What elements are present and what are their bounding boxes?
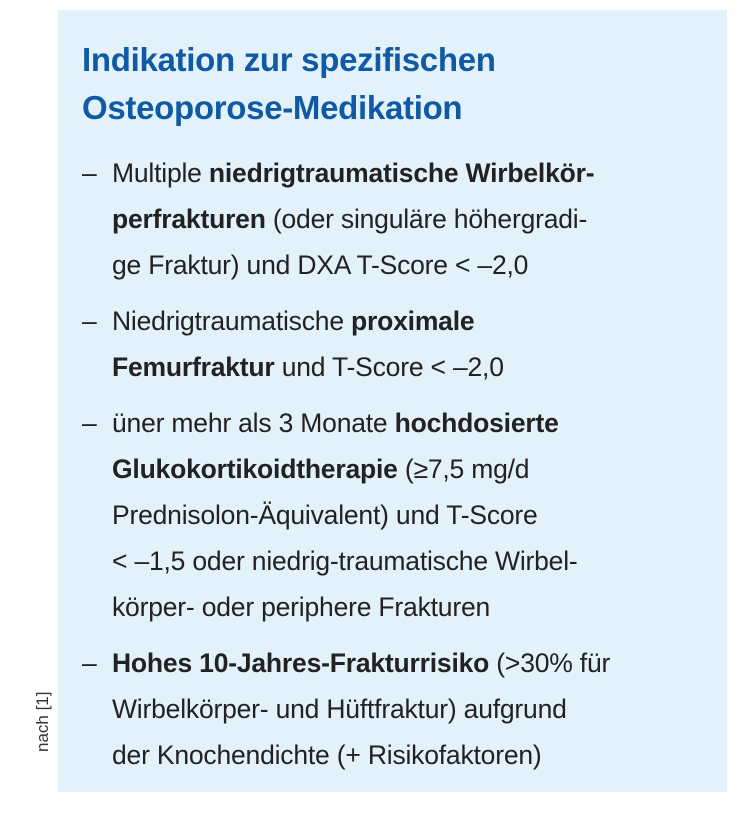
criteria-text: < –1,5 oder niedrig-traumatische Wirbel- <box>112 546 578 576</box>
criteria-text: üner mehr als 3 Monate <box>112 408 395 438</box>
criteria-text: körper- oder periphere Frakturen <box>112 592 491 622</box>
criteria-line <box>112 446 712 492</box>
bullet-dash: – <box>82 158 97 188</box>
box-title-line-2: Osteoporose-Medikation <box>82 89 463 126</box>
criteria-item <box>82 150 712 288</box>
criteria-text-bold: proximale <box>351 306 475 336</box>
box-title <box>82 36 702 132</box>
criteria-line <box>112 150 712 196</box>
criteria-text: (>30% für <box>489 648 611 678</box>
criteria-text: ge Fraktur) und DXA T-Score < –2,0 <box>112 250 529 280</box>
bullet-dash: – <box>82 648 97 678</box>
criteria-line <box>112 640 712 686</box>
criteria-line <box>112 400 712 446</box>
criteria-item <box>82 640 712 778</box>
bullet-dash: – <box>82 408 97 438</box>
criteria-line <box>112 538 712 584</box>
criteria-text-bold: Glukokortikoidtherapie <box>112 454 398 484</box>
criteria-text: (oder singuläre höhergradi- <box>265 204 588 234</box>
criteria-text: Prednisolon-Äquivalent) und T-Score <box>112 500 538 530</box>
criteria-text-bold: hochdosierte <box>394 408 559 438</box>
criteria-item <box>82 298 712 390</box>
criteria-text: (≥7,5 mg/d <box>397 454 530 484</box>
criteria-text: Wirbelkörper- und Hüftfraktur) aufgrund <box>112 694 567 724</box>
criteria-line <box>112 196 712 242</box>
criteria-line <box>112 298 712 344</box>
criteria-line <box>112 242 712 288</box>
criteria-line <box>112 732 712 778</box>
box-title-line-1: Indikation zur spezifischen <box>82 41 496 78</box>
criteria-text: Niedrigtraumatische <box>112 306 352 336</box>
criteria-text-bold: niedrigtraumatische Wirbelkör- <box>208 158 595 188</box>
criteria-line <box>112 492 712 538</box>
criteria-text-bold: Femurfraktur <box>112 352 275 382</box>
criteria-text-bold: perfrakturen <box>112 204 266 234</box>
criteria-text: Multiple <box>112 158 209 188</box>
info-box <box>58 10 727 792</box>
criteria-line <box>112 584 712 630</box>
bullet-dash: – <box>82 306 97 336</box>
criteria-line <box>112 686 712 732</box>
criteria-item <box>82 400 712 630</box>
criteria-text-bold: Hohes 10-Jahres-Frakturrisiko <box>112 648 490 678</box>
source-note: nach [1] <box>33 691 52 752</box>
criteria-line <box>112 344 712 390</box>
criteria-text: der Knochendichte (+ Risikofaktoren) <box>112 740 542 770</box>
criteria-list <box>82 150 712 778</box>
criteria-text: und T-Score < –2,0 <box>274 352 504 382</box>
